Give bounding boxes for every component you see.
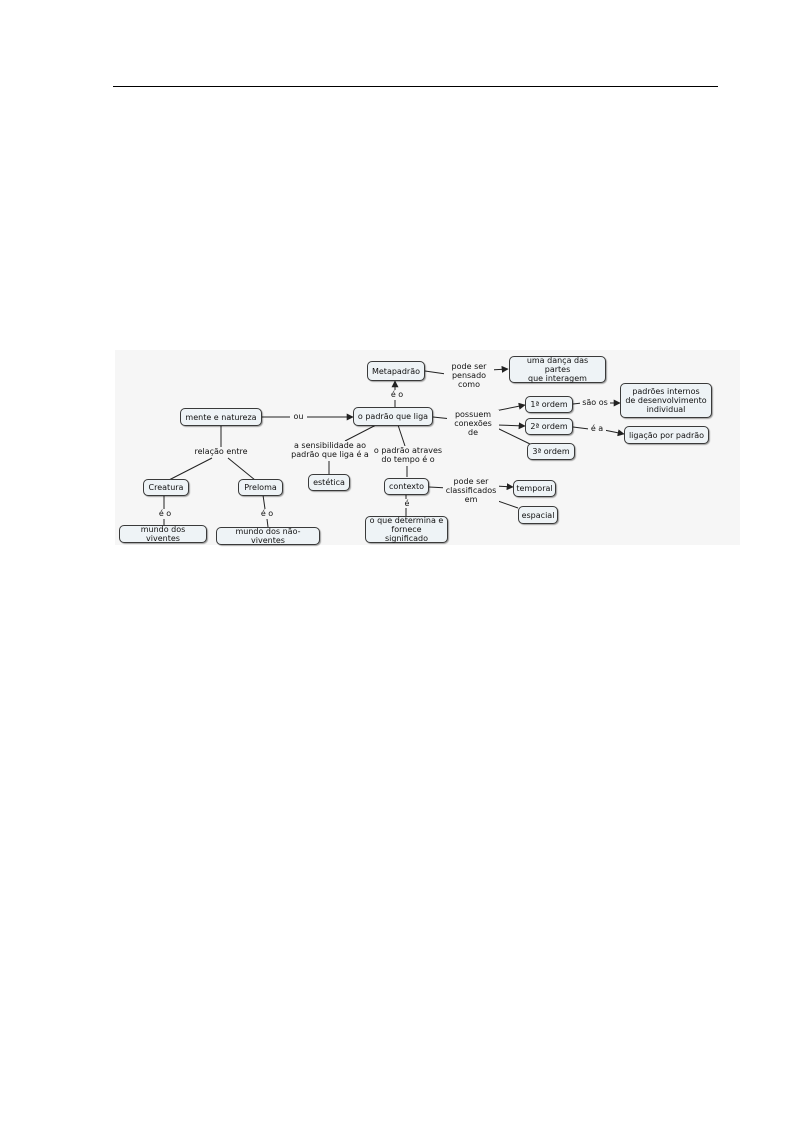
node-preloma: Preloma: [238, 479, 283, 496]
link-ou: ou: [290, 412, 307, 421]
connector-eo-naoviventes: [267, 519, 268, 527]
node-espacial: espacial: [518, 506, 558, 524]
node-creatura: Creatura: [143, 479, 189, 496]
connector-ea-ligacao: [604, 430, 624, 434]
node-padrao-que-liga: o padrão que liga: [353, 407, 433, 426]
node-ligacao-por-padrao: ligação por padrão: [624, 426, 709, 444]
link-padrao-atraves-do-tempo: o padrão atraves do tempo é o: [373, 446, 443, 464]
node-mundo-viventes: mundo dos viventes: [119, 525, 207, 543]
connector-2ordem-ea: [573, 427, 589, 429]
link-e-o-preloma: é o: [257, 509, 277, 518]
link-e-a: é a: [588, 424, 606, 433]
node-danca: uma dança das partes que interagem: [509, 356, 606, 383]
node-mente-natureza: mente e natureza: [180, 408, 262, 426]
link-e-o-metapadrao: é o: [387, 390, 407, 399]
connector-preloma-eo: [263, 495, 265, 509]
node-padroes-internos: padrões internos de desenvolvimento individual: [620, 383, 712, 418]
link-e-contexto: é: [401, 499, 413, 508]
node-contexto: contexto: [384, 478, 429, 495]
connector-relacao-preloma: [228, 458, 255, 480]
node-segunda-ordem: 2ª ordem: [525, 418, 573, 435]
link-e-o-creatura: é o: [155, 509, 175, 518]
node-o-que-determina: o que determina e fornece significado: [365, 516, 448, 543]
link-pode-ser-pensado-como: pode ser pensado como: [444, 362, 494, 389]
link-sensibilidade-ao-padrao: a sensibilidade ao padrão que liga é a: [288, 441, 372, 459]
connector-metapadrao-label: [425, 371, 446, 374]
connector-padrao-atraves: [398, 425, 405, 446]
connector-possuem-2ordem: [497, 425, 525, 426]
connector-relacao-creatura: [169, 458, 212, 480]
link-possuem-conexoes-de: possuem conexões de: [447, 410, 499, 437]
connector-padrao-sensibilidade: [345, 425, 376, 441]
node-estetica: estética: [308, 474, 350, 491]
link-relacao-entre: relação entre: [191, 447, 251, 456]
node-metapadrao: Metapadrão: [367, 361, 425, 381]
node-mundo-nao-viventes: mundo dos não-viventes: [216, 527, 320, 545]
link-pode-ser-classificados-em: pode ser classificados em: [443, 477, 499, 504]
node-terceira-ordem: 3ª ordem: [527, 443, 575, 460]
node-primeira-ordem: 1ª ordem: [525, 396, 573, 413]
link-sao-os: são os: [580, 398, 610, 407]
node-temporal: temporal: [513, 480, 556, 497]
